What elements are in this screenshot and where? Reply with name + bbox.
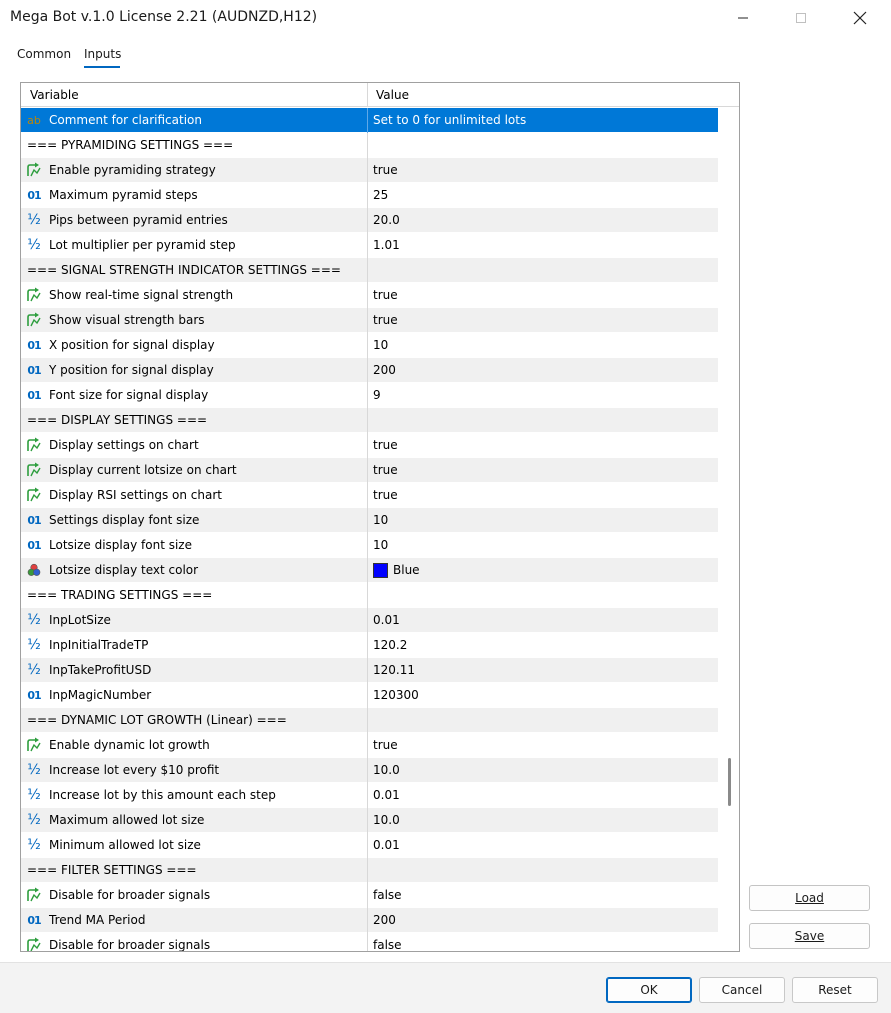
value-cell[interactable] xyxy=(368,583,717,608)
param-row[interactable] xyxy=(21,733,718,758)
param-row[interactable] xyxy=(21,833,718,858)
minimize-icon[interactable] xyxy=(720,0,766,36)
integer-icon: 01 xyxy=(27,388,41,402)
double-icon: ½ xyxy=(27,662,41,678)
boolean-icon xyxy=(25,936,43,952)
value-text: 20.0 xyxy=(373,213,400,227)
variable-label: InpInitialTradeTP xyxy=(49,638,149,652)
variable-label: Font size for signal display xyxy=(49,388,209,402)
value-text: Set to 0 for unlimited lots xyxy=(373,113,527,127)
value-cell[interactable] xyxy=(368,158,717,183)
variable-cell[interactable] xyxy=(21,383,368,408)
value-cell[interactable] xyxy=(368,433,717,458)
value-text: false xyxy=(373,938,402,952)
variable-cell[interactable] xyxy=(21,933,368,952)
variable-label: Disable for broader signals xyxy=(49,938,211,952)
variable-cell[interactable] xyxy=(21,508,368,533)
value-text: true xyxy=(373,313,398,327)
variable-label: Increase lot every $10 profit xyxy=(49,763,220,777)
variable-cell[interactable] xyxy=(21,533,368,558)
value-text: 10 xyxy=(373,538,389,552)
variable-cell[interactable] xyxy=(21,458,368,483)
value-text: 25 xyxy=(373,188,389,202)
window-title: Mega Bot v.1.0 License 2.21 (AUDNZD,H12) xyxy=(10,9,318,25)
value-cell[interactable] xyxy=(368,333,717,358)
param-row[interactable] xyxy=(21,208,718,233)
variable-cell[interactable] xyxy=(21,233,368,258)
value-cell[interactable] xyxy=(368,483,717,508)
boolean-icon xyxy=(25,161,43,179)
value-text: 0.01 xyxy=(373,788,400,802)
param-row[interactable] xyxy=(21,683,718,708)
value-cell[interactable] xyxy=(368,558,717,583)
variable-cell[interactable] xyxy=(21,708,368,733)
value-text: 10.0 xyxy=(373,813,400,827)
param-row[interactable] xyxy=(21,783,718,808)
variable-label: Comment for clarification xyxy=(49,113,202,127)
variable-cell[interactable] xyxy=(21,858,368,883)
variable-label: Show real-time signal strength xyxy=(49,288,234,302)
value-text: true xyxy=(373,438,398,452)
cancel-button[interactable]: Cancel xyxy=(699,977,785,1003)
value-cell[interactable] xyxy=(368,758,717,783)
value-text: 0.01 xyxy=(373,838,400,852)
param-row[interactable] xyxy=(21,808,718,833)
section-row[interactable] xyxy=(21,858,718,883)
param-row[interactable] xyxy=(21,233,718,258)
integer-icon: 01 xyxy=(27,513,41,527)
param-row[interactable] xyxy=(21,558,718,583)
active-tab-indicator xyxy=(84,66,120,68)
integer-icon: 01 xyxy=(27,188,41,202)
value-cell[interactable] xyxy=(368,783,717,808)
value-cell[interactable] xyxy=(368,208,717,233)
value-cell[interactable] xyxy=(368,533,717,558)
param-row[interactable] xyxy=(21,383,718,408)
variable-cell[interactable] xyxy=(21,683,368,708)
value-cell[interactable] xyxy=(368,808,717,833)
reset-button[interactable]: Reset xyxy=(792,977,878,1003)
param-row[interactable] xyxy=(21,108,718,133)
ok-button[interactable]: OK xyxy=(606,977,692,1003)
color-icon xyxy=(25,561,43,579)
value-cell[interactable] xyxy=(368,608,717,633)
variable-cell[interactable] xyxy=(21,333,368,358)
param-row[interactable] xyxy=(21,433,718,458)
boolean-icon xyxy=(25,311,43,329)
variable-cell[interactable] xyxy=(21,908,368,933)
variable-label: === FILTER SETTINGS === xyxy=(27,863,197,877)
value-cell[interactable] xyxy=(368,258,717,283)
variable-cell[interactable] xyxy=(21,433,368,458)
param-row[interactable] xyxy=(21,358,718,383)
load-button-label: Load xyxy=(795,891,824,905)
value-text: 200 xyxy=(373,913,396,927)
param-row[interactable] xyxy=(21,458,718,483)
value-text: 200 xyxy=(373,363,396,377)
section-row[interactable] xyxy=(21,583,718,608)
variable-cell[interactable] xyxy=(21,658,368,683)
column-header-value[interactable]: Value xyxy=(376,88,409,102)
double-icon: ½ xyxy=(27,237,41,253)
variable-label: X position for signal display xyxy=(49,338,215,352)
tab-bar xyxy=(0,36,891,70)
value-text: true xyxy=(373,463,398,477)
param-row[interactable] xyxy=(21,183,718,208)
variable-label: Enable dynamic lot growth xyxy=(49,738,210,752)
param-row[interactable] xyxy=(21,283,718,308)
variable-label: === TRADING SETTINGS === xyxy=(27,588,213,602)
value-text: 10 xyxy=(373,338,389,352)
double-icon: ½ xyxy=(27,812,41,828)
variable-cell[interactable] xyxy=(21,808,368,833)
value-cell[interactable] xyxy=(368,858,717,883)
value-cell[interactable] xyxy=(368,408,717,433)
value-cell[interactable] xyxy=(368,708,717,733)
variable-cell[interactable] xyxy=(21,408,368,433)
variable-cell[interactable] xyxy=(21,833,368,858)
param-row[interactable] xyxy=(21,483,718,508)
param-row[interactable] xyxy=(21,308,718,333)
double-icon: ½ xyxy=(27,787,41,803)
section-row[interactable] xyxy=(21,708,718,733)
integer-icon: 01 xyxy=(27,538,41,552)
boolean-icon xyxy=(25,461,43,479)
column-header-variable[interactable]: Variable xyxy=(21,83,368,107)
variable-label: Y position for signal display xyxy=(49,363,214,377)
param-row[interactable] xyxy=(21,758,718,783)
value-cell[interactable] xyxy=(368,658,717,683)
value-text: 0.01 xyxy=(373,613,400,627)
section-row[interactable] xyxy=(21,408,718,433)
variable-cell[interactable] xyxy=(21,558,368,583)
variable-cell[interactable] xyxy=(21,208,368,233)
value-cell[interactable] xyxy=(368,283,717,308)
variable-label: Lotsize display font size xyxy=(49,538,192,552)
variable-label: Lotsize display text color xyxy=(49,563,199,577)
variable-label: InpTakeProfitUSD xyxy=(49,663,152,677)
variable-label: Display RSI settings on chart xyxy=(49,488,222,502)
param-row[interactable] xyxy=(21,508,718,533)
value-cell[interactable] xyxy=(368,508,717,533)
variable-cell[interactable] xyxy=(21,183,368,208)
value-text: 9 xyxy=(373,388,381,402)
integer-icon: 01 xyxy=(27,338,41,352)
value-cell[interactable] xyxy=(368,108,717,133)
value-cell[interactable] xyxy=(368,183,717,208)
variable-cell[interactable] xyxy=(21,308,368,333)
boolean-icon xyxy=(25,286,43,304)
scroll-thumb[interactable] xyxy=(728,758,731,806)
title-bar xyxy=(0,0,891,36)
variable-cell[interactable] xyxy=(21,283,368,308)
variable-cell[interactable] xyxy=(21,883,368,908)
integer-icon: 01 xyxy=(27,913,41,927)
variable-label: InpLotSize xyxy=(49,613,111,627)
variable-label: Display current lotsize on chart xyxy=(49,463,237,477)
variable-cell[interactable] xyxy=(21,483,368,508)
boolean-icon xyxy=(25,736,43,754)
variable-cell[interactable] xyxy=(21,608,368,633)
param-row[interactable] xyxy=(21,158,718,183)
param-row[interactable] xyxy=(21,883,718,908)
param-row[interactable] xyxy=(21,633,718,658)
value-cell[interactable] xyxy=(368,308,717,333)
value-text: true xyxy=(373,163,398,177)
value-cell[interactable] xyxy=(368,833,717,858)
param-row[interactable] xyxy=(21,908,718,933)
variable-cell[interactable] xyxy=(21,783,368,808)
variable-label: Enable pyramiding strategy xyxy=(49,163,216,177)
color-swatch xyxy=(373,563,388,578)
section-row[interactable] xyxy=(21,258,718,283)
value-cell[interactable] xyxy=(368,358,717,383)
param-row[interactable] xyxy=(21,608,718,633)
tab-common[interactable]: Common xyxy=(17,47,72,61)
variable-label: === DYNAMIC LOT GROWTH (Linear) === xyxy=(27,713,287,727)
value-cell[interactable] xyxy=(368,133,717,158)
value-cell[interactable] xyxy=(368,933,717,952)
grid-rows xyxy=(21,108,718,952)
param-row[interactable] xyxy=(21,533,718,558)
value-cell[interactable] xyxy=(368,633,717,658)
value-text: true xyxy=(373,488,398,502)
double-icon: ½ xyxy=(27,762,41,778)
variable-cell[interactable] xyxy=(21,758,368,783)
param-row[interactable] xyxy=(21,933,718,952)
variable-cell[interactable] xyxy=(21,133,368,158)
close-icon[interactable] xyxy=(837,0,883,36)
boolean-icon xyxy=(25,486,43,504)
value-cell[interactable] xyxy=(368,908,717,933)
boolean-icon xyxy=(25,436,43,454)
maximize-icon[interactable] xyxy=(778,0,824,36)
variable-label: Increase lot by this amount each step xyxy=(49,788,276,802)
tab-inputs[interactable]: Inputs xyxy=(84,47,122,61)
string-icon: ab xyxy=(27,113,41,127)
value-text: 120300 xyxy=(373,688,419,702)
param-row[interactable] xyxy=(21,658,718,683)
variable-label: Disable for broader signals xyxy=(49,888,211,902)
param-row[interactable] xyxy=(21,333,718,358)
variable-label: Lot multiplier per pyramid step xyxy=(49,238,236,252)
value-cell[interactable] xyxy=(368,383,717,408)
dialog-footer xyxy=(0,962,891,1013)
value-text: 10 xyxy=(373,513,389,527)
boolean-icon xyxy=(25,886,43,904)
variable-cell[interactable] xyxy=(21,158,368,183)
save-button-label: Save xyxy=(794,929,825,943)
value-text: true xyxy=(373,288,398,302)
variable-label: Minimum allowed lot size xyxy=(49,838,201,852)
variable-cell[interactable] xyxy=(21,733,368,758)
integer-icon: 01 xyxy=(27,363,41,377)
value-text: false xyxy=(373,888,402,902)
save-button[interactable] xyxy=(749,923,870,949)
variable-cell[interactable] xyxy=(21,258,368,283)
variable-cell[interactable] xyxy=(21,633,368,658)
section-row[interactable] xyxy=(21,133,718,158)
value-cell[interactable] xyxy=(368,883,717,908)
variable-label: === PYRAMIDING SETTINGS === xyxy=(27,138,234,152)
variable-label: Maximum allowed lot size xyxy=(49,813,205,827)
value-text: 120.11 xyxy=(373,663,415,677)
value-text: true xyxy=(373,738,398,752)
value-text: Blue xyxy=(393,563,420,577)
variable-label: Show visual strength bars xyxy=(49,313,205,327)
variable-label: Display settings on chart xyxy=(49,438,199,452)
value-cell[interactable] xyxy=(368,683,717,708)
double-icon: ½ xyxy=(27,212,41,228)
variable-label: Maximum pyramid steps xyxy=(49,188,198,202)
variable-label: Settings display font size xyxy=(49,513,200,527)
grid-header xyxy=(21,83,739,107)
load-button[interactable] xyxy=(749,885,870,911)
value-text: 10.0 xyxy=(373,763,400,777)
double-icon: ½ xyxy=(27,837,41,853)
integer-icon: 01 xyxy=(27,688,41,702)
inputs-grid xyxy=(20,82,740,952)
value-cell[interactable] xyxy=(368,458,717,483)
variable-cell[interactable] xyxy=(21,358,368,383)
variable-label: Pips between pyramid entries xyxy=(49,213,228,227)
variable-label: Trend MA Period xyxy=(49,913,146,927)
variable-label: === DISPLAY SETTINGS === xyxy=(27,413,208,427)
value-cell[interactable] xyxy=(368,733,717,758)
double-icon: ½ xyxy=(27,637,41,653)
value-text: 1.01 xyxy=(373,238,400,252)
variable-cell[interactable] xyxy=(21,108,368,133)
variable-label: InpMagicNumber xyxy=(49,688,152,702)
vertical-scrollbar[interactable] xyxy=(720,108,739,951)
value-cell[interactable] xyxy=(368,233,717,258)
variable-label: === SIGNAL STRENGTH INDICATOR SETTINGS === xyxy=(27,263,341,277)
double-icon: ½ xyxy=(27,612,41,628)
variable-cell[interactable] xyxy=(21,583,368,608)
value-text: 120.2 xyxy=(373,638,408,652)
